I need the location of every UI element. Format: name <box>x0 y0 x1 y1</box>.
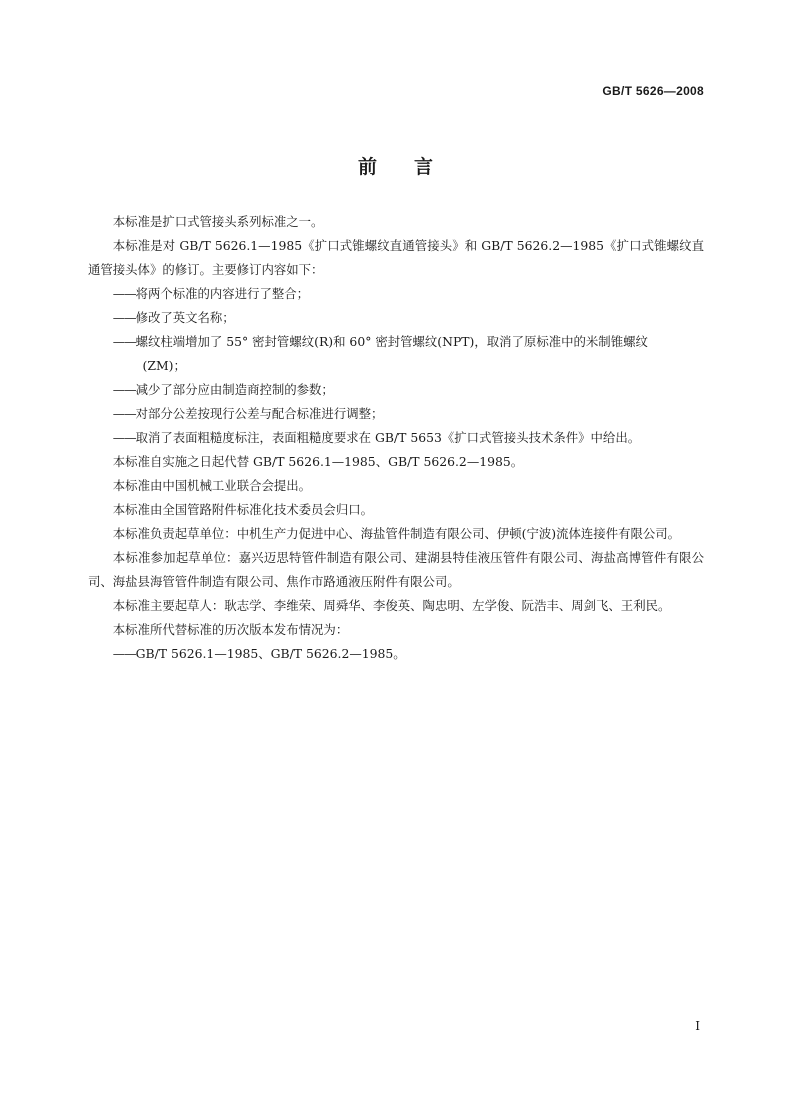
dash-mark: —— <box>112 334 136 349</box>
dash-mark: —— <box>112 382 136 397</box>
document-body <box>88 210 704 666</box>
change-text: 将两个标准的内容进行了整合； <box>135 286 310 301</box>
page-number: I <box>695 1019 700 1033</box>
paragraph-lead-drafters: 本标准负责起草单位：中机生产力促进中心、海盐管件制造有限公司、伊顿(宁波)流体连接件有限公司。 <box>112 526 681 541</box>
change-text: 减少了部分应由制造商控制的参数； <box>135 382 334 397</box>
history-text: GB/T 5626.1—1985、GB/T 5626.2—1985。 <box>135 646 406 661</box>
dash-mark: —— <box>112 406 136 421</box>
paragraph-history: 本标准所代替标准的历次版本发布情况为： <box>112 622 349 637</box>
page-title <box>0 152 792 179</box>
change-item <box>88 378 704 402</box>
dash-mark: —— <box>112 310 136 325</box>
title-part-1: 前 <box>357 156 378 178</box>
change-item <box>88 402 704 426</box>
paragraph-managed-by: 本标准由全国管路附件标准化技术委员会归口。 <box>112 502 373 517</box>
change-text: 对部分公差按现行公差与配合标准进行调整； <box>135 406 384 421</box>
paragraph-main-drafters: 本标准主要起草人：耿志学、李维荣、周舜华、李俊英、陶忠明、左学俊、阮浩丰、周剑飞、王利民。 <box>112 598 671 613</box>
change-text: 螺纹柱端增加了 55° 密封管螺纹(R)和 60° 密封管螺纹(NPT)，取消了原标准中的米制锥螺纹 <box>135 334 648 349</box>
paragraph-revision: 本标准是对 GB/T 5626.1—1985《扩口式锥螺纹直通管接头》和 GB/T 5626.2—1985《扩口式锥螺纹直通管接头体》的修订。主要修订内容如下： <box>88 238 704 277</box>
history-item <box>88 642 704 666</box>
paragraph-proposed-by: 本标准由中国机械工业联合会提出。 <box>112 478 312 493</box>
change-item <box>88 282 704 306</box>
title-part-2: 言 <box>414 156 435 178</box>
change-item <box>88 306 704 330</box>
dash-mark: —— <box>112 646 136 661</box>
dash-mark: —— <box>112 286 136 301</box>
dash-mark: —— <box>112 430 136 445</box>
change-text-continued: (ZM)； <box>142 358 186 373</box>
change-item <box>88 426 704 450</box>
paragraph-replaces: 本标准自实施之日起代替 GB/T 5626.1—1985、GB/T 5626.2—1985。 <box>112 454 524 469</box>
standard-code: GB/T 5626—2008 <box>602 84 704 98</box>
paragraph-intro: 本标准是扩口式管接头系列标准之一。 <box>112 214 324 229</box>
paragraph-participating-drafters: 本标准参加起草单位：嘉兴迈思特管件制造有限公司、建湖县特佳液压管件有限公司、海盐高博管件有限公司、海盐县海管管件制造有限公司、焦作市路通液压附件有限公司。 <box>88 550 704 589</box>
change-text: 修改了英文名称； <box>135 310 235 325</box>
change-item <box>88 330 704 378</box>
change-text: 取消了表面粗糙度标注，表面粗糙度要求在 GB/T 5653《扩口式管接头技术条件》中给出。 <box>135 430 641 445</box>
